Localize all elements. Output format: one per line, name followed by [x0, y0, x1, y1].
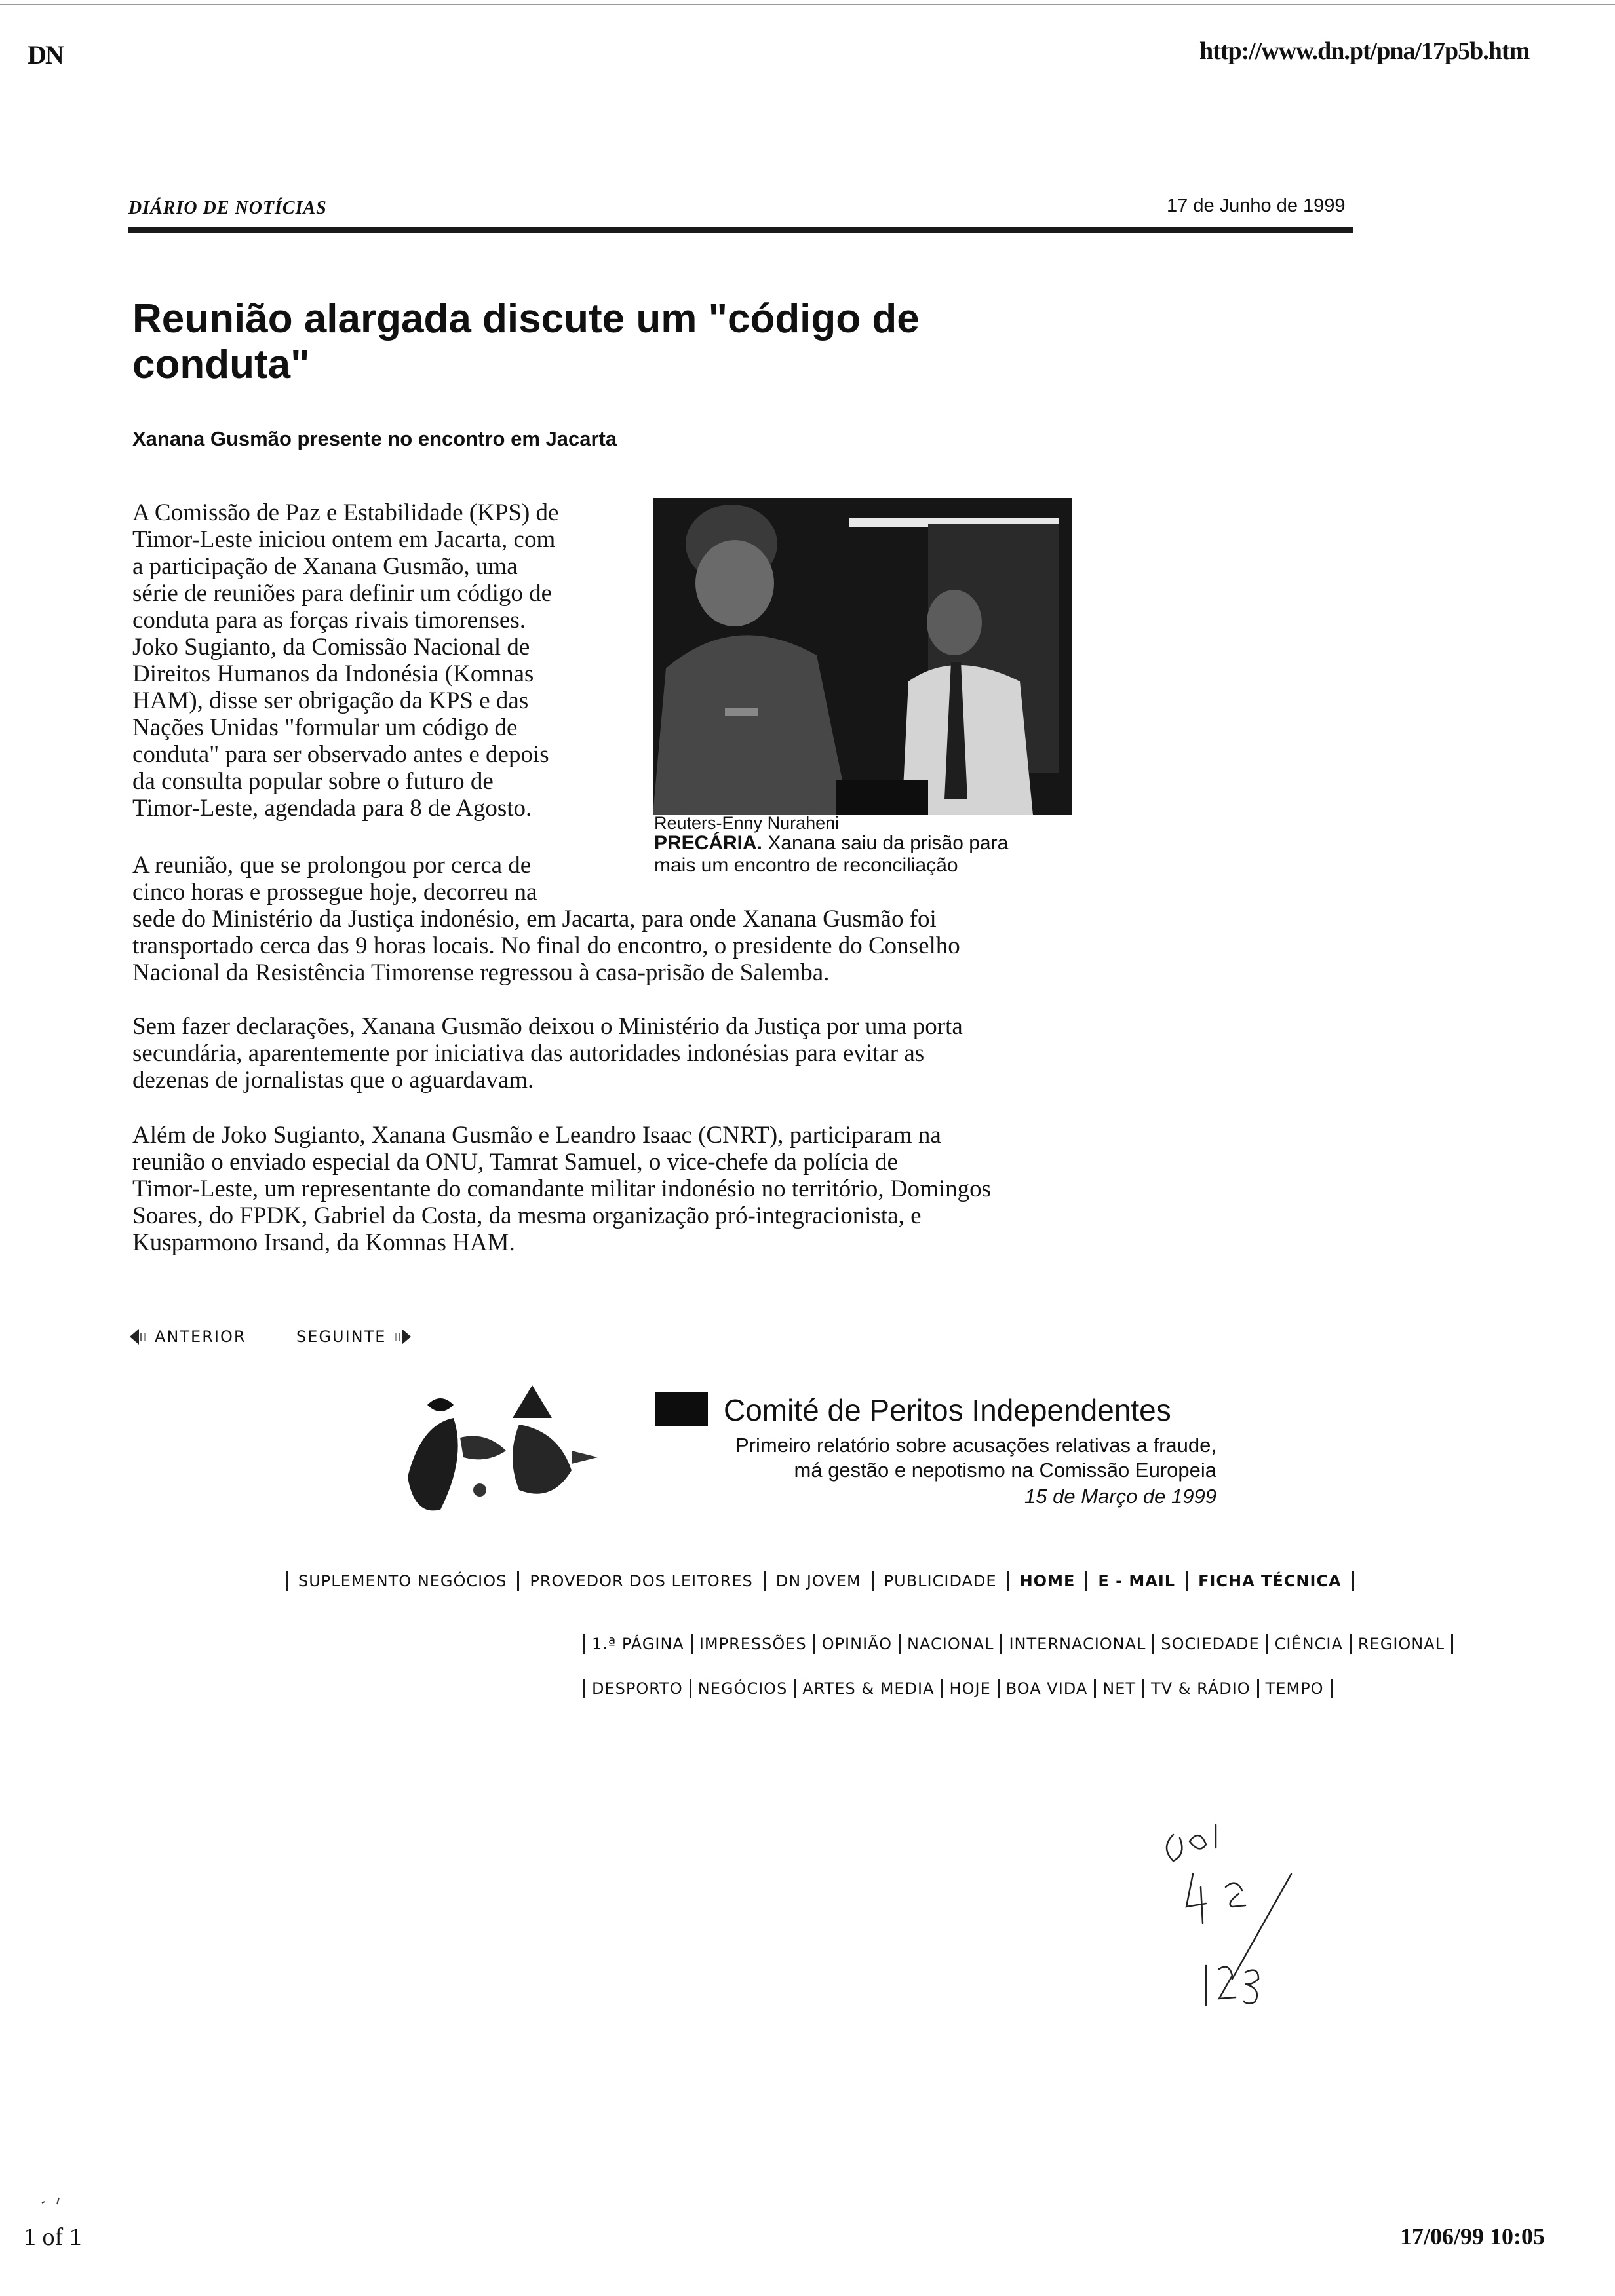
text-line: sede do Ministério da Justiça indonésio, em Jacarta, para onde Xanana Gusmão foi [132, 906, 937, 932]
menu-item-regional[interactable]: REGIONAL [1357, 1635, 1445, 1653]
previous-link[interactable] [128, 1328, 246, 1346]
menu-separator [872, 1571, 874, 1591]
menu-separator [1007, 1571, 1009, 1591]
photo-illustration [653, 498, 1072, 815]
menu-separator [1085, 1571, 1087, 1591]
menu-item-hoje[interactable]: HOJE [949, 1679, 991, 1698]
arrow-right-icon [394, 1328, 412, 1346]
paragraph-4 [132, 1122, 991, 1256]
next-link[interactable] [296, 1328, 412, 1346]
text-line: Timor-Leste, agendada para 8 de Agosto. [132, 795, 532, 822]
menu-separator [998, 1679, 1000, 1698]
menu-item-nacional[interactable]: NACIONAL [907, 1635, 994, 1653]
section-menu-more [577, 1679, 1339, 1698]
text-line: da consulta popular sobre o futuro de [132, 768, 494, 795]
text-line: Soares, do FPDK, Gabriel da Costa, da mesma organização pró-integracionista, e [132, 1202, 922, 1229]
news-photo [653, 498, 1072, 815]
menu-separator [764, 1571, 766, 1591]
text-line: Timor-Leste, um representante do comandante militar indonésio no território, Domingos [132, 1176, 992, 1202]
caption-text: mais um encontro de reconciliação [654, 854, 958, 876]
menu-separator [691, 1634, 693, 1654]
page-count: 1 of 1 [24, 2223, 82, 2251]
menu-item-sociedade[interactable]: SOCIEDADE [1161, 1635, 1260, 1653]
text-line: a participação de Xanana Gusmão, uma [132, 553, 518, 580]
headline-line: conduta" [132, 342, 310, 387]
text-line: dezenas de jornalistas que o aguardavam. [132, 1067, 534, 1094]
top-border-line [0, 4, 1615, 5]
next-label: SEGUINTE [296, 1328, 387, 1346]
text-line: conduta" para ser observado antes e depois [132, 741, 549, 768]
menu-item-suplemento-negocios[interactable]: SUPLEMENTO NEGÓCIOS [298, 1572, 507, 1590]
menu-item-impressoes[interactable]: IMPRESSÕES [699, 1635, 807, 1653]
menu-item-publicidade[interactable]: PUBLICIDADE [884, 1572, 997, 1590]
menu-separator [1451, 1634, 1453, 1654]
text-line: HAM), disse ser obrigação da KPS e das [132, 687, 529, 714]
masthead-date: 17 de Junho de 1999 [1167, 195, 1346, 216]
menu-item-ciencia[interactable]: CIÊNCIA [1274, 1635, 1343, 1653]
text-line: conduta para as forças rivais timorenses. [132, 607, 526, 634]
headline [132, 296, 1116, 388]
menu-separator [1266, 1634, 1268, 1654]
text-line: Kusparmono Irsand, da Komnas HAM. [132, 1229, 515, 1256]
headline-line: Reunião alargada discute um "código de [132, 296, 920, 341]
menu-separator [1352, 1571, 1354, 1591]
masthead-rule [128, 227, 1353, 233]
eu-flag-icon [655, 1392, 708, 1426]
paragraph-3 [132, 1013, 963, 1094]
menu-item-provedor-leitores[interactable]: PROVEDOR DOS LEITORES [530, 1572, 753, 1590]
menu-item-opiniao[interactable]: OPINIÃO [821, 1635, 893, 1653]
banner-subtitle-line: Primeiro relatório sobre acusações relativas a fraude, [735, 1434, 1216, 1457]
masthead-logo[interactable]: DIÁRIO DE NOTÍCIAS [128, 198, 327, 218]
menu-item-net[interactable]: NET [1102, 1679, 1137, 1698]
print-url[interactable]: http://www.dn.pt/pna/17p5b.htm [1199, 37, 1530, 65]
section-menu-sections [577, 1634, 1460, 1654]
menu-item-artes-media[interactable]: ARTES & MEDIA [802, 1679, 935, 1698]
stray-ink-mark [39, 2195, 66, 2208]
menu-item-tempo[interactable]: TEMPO [1265, 1679, 1324, 1698]
menu-separator [794, 1679, 796, 1698]
menu-separator [941, 1679, 943, 1698]
text-line: Timor-Leste iniciou ontem em Jacarta, com [132, 526, 556, 553]
text-line: A Comissão de Paz e Estabilidade (KPS) de [132, 499, 559, 526]
banner-artwork[interactable] [401, 1379, 611, 1523]
menu-separator [1094, 1679, 1096, 1698]
menu-separator [1142, 1679, 1144, 1698]
menu-separator [899, 1634, 901, 1654]
menu-separator [1152, 1634, 1154, 1654]
menu-item-primeira-pagina[interactable]: 1.ª PÁGINA [592, 1635, 684, 1653]
banner-title[interactable]: Comité de Peritos Independentes [724, 1393, 1171, 1427]
photo-caption [654, 832, 1074, 877]
menu-item-home[interactable]: HOME [1019, 1572, 1076, 1590]
text-line: Sem fazer declarações, Xanana Gusmão deixou o Ministério da Justiça por uma porta [132, 1013, 963, 1040]
caption-text: Xanana saiu da prisão para [762, 832, 1009, 854]
menu-separator [583, 1634, 585, 1654]
menu-separator [813, 1634, 815, 1654]
menu-item-tv-radio[interactable]: TV & RÁDIO [1151, 1679, 1251, 1698]
text-line: Nacional da Resistência Timorense regressou à casa-prisão de Salemba. [132, 959, 830, 986]
subtitle: Xanana Gusmão presente no encontro em Jacarta [132, 427, 617, 450]
banner-subtitle-line: má gestão e nepotismo na Comissão Europeia [794, 1459, 1216, 1482]
text-line: transportado cerca das 9 horas locais. No final do encontro, o presidente do Conselho [132, 932, 960, 959]
menu-item-dn-jovem[interactable]: DN JOVEM [775, 1572, 861, 1590]
text-line: série de reuniões para definir um código de [132, 580, 553, 607]
paragraph-1 [132, 499, 558, 822]
banner-date: 15 de Março de 1999 [1024, 1485, 1216, 1508]
menu-item-negocios[interactable]: NEGÓCIOS [697, 1679, 788, 1698]
text-line: Além de Joko Sugianto, Xanana Gusmão e Leandro Isaac (CNRT), participaram na [132, 1122, 941, 1149]
menu-separator [1186, 1571, 1188, 1591]
stray-marks [39, 2195, 66, 2213]
text-line: Joko Sugianto, da Comissão Nacional de [132, 634, 530, 660]
text-line: A reunião, que se prolongou por cerca de [132, 852, 532, 879]
menu-separator [1257, 1679, 1259, 1698]
corner-mark: DN [28, 40, 63, 69]
photo-credit: Reuters-Enny Nuraheni [654, 813, 840, 833]
menu-separator [583, 1679, 585, 1698]
text-line: reunião o enviado especial da ONU, Tamrat Samuel, o vice-chefe da polícia de [132, 1149, 898, 1176]
menu-separator [1000, 1634, 1002, 1654]
text-line: secundária, aparentemente por iniciativa das autoridades indonésias para evitar as [132, 1040, 925, 1067]
print-timestamp: 17/06/99 10:05 [1400, 2223, 1545, 2249]
previous-label: ANTERIOR [155, 1328, 246, 1346]
menu-item-internacional[interactable]: INTERNACIONAL [1009, 1635, 1146, 1653]
menu-item-ficha-tecnica[interactable]: FICHA TÉCNICA [1198, 1572, 1342, 1590]
menu-item-email[interactable]: E - MAIL [1098, 1572, 1176, 1590]
text-line: Direitos Humanos da Indonésia (Komnas [132, 660, 534, 687]
text-line: Nações Unidas "formular um código de [132, 714, 518, 741]
menu-separator [690, 1679, 691, 1698]
arrow-left-icon [128, 1328, 147, 1346]
caption-label: PRECÁRIA. [654, 832, 763, 854]
handwritten-annotation [1154, 1808, 1350, 2018]
menu-separator [517, 1571, 519, 1591]
menu-item-desporto[interactable]: DESPORTO [592, 1679, 683, 1698]
menu-item-boa-vida[interactable]: BOA VIDA [1005, 1679, 1088, 1698]
text-line: cinco horas e prossegue hoje, decorreu na [132, 879, 537, 906]
menu-separator [1331, 1679, 1333, 1698]
menu-separator [286, 1571, 288, 1591]
section-menu-primary [275, 1571, 1365, 1591]
menu-separator [1350, 1634, 1352, 1654]
